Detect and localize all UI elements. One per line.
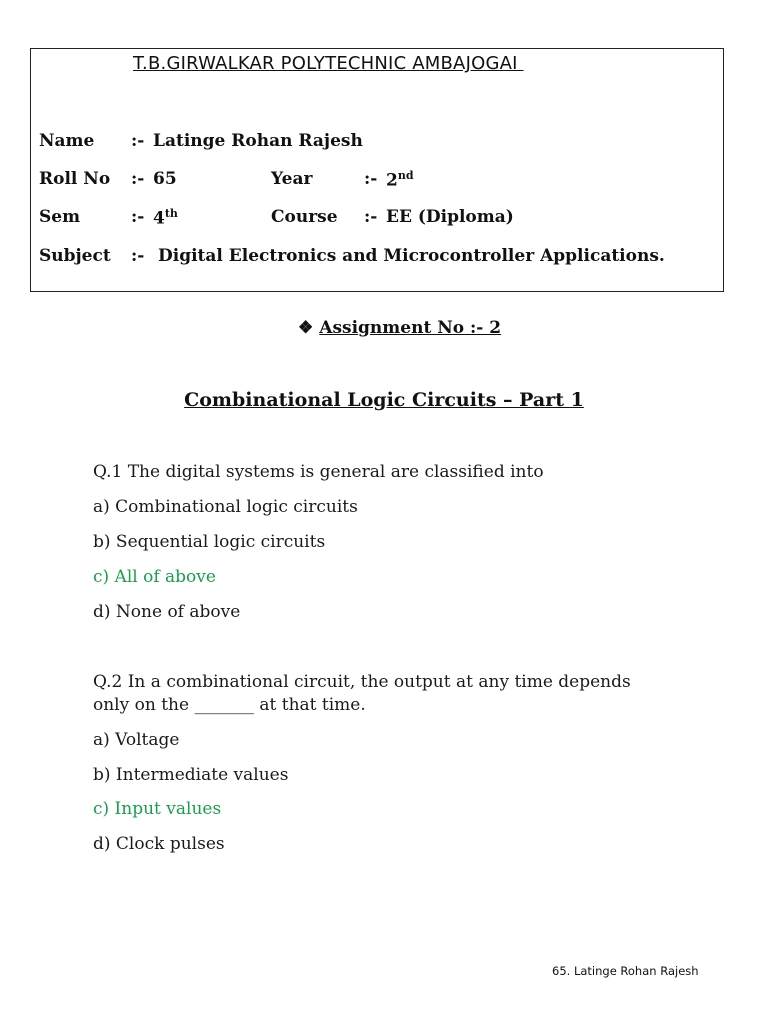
year-value: 2 [386,170,398,191]
year-value-wrap [386,169,414,191]
student-info-box [30,48,724,292]
q1-option-c: c) All of above [93,567,216,587]
page-title: Combinational Logic Circuits – Part 1 [184,389,584,411]
roll-separator: :- [131,169,145,189]
q2-option-c: c) Input values [93,799,222,819]
page-footer: 65. Latinge Rohan Rajesh [552,964,699,978]
subject-label: Subject [39,246,111,266]
subject-value: Digital Electronics and Microcontroller Applications. [158,246,665,266]
roll-value: 65 [153,169,177,189]
year-separator: :- [364,169,378,189]
q1-option-a: a) Combinational logic circuits [93,497,358,517]
question-2-line-2: only on the _______ at that time. [93,695,366,715]
course-separator: :- [364,207,378,227]
diamond-bullet-icon: ❖ [298,318,314,338]
course-label: Course [271,207,338,227]
year-label: Year [271,169,313,189]
assignment-number: Assignment No :- 2 [319,318,502,338]
sem-label: Sem [39,207,81,227]
roll-label: Roll No [39,169,111,189]
q1-option-b: b) Sequential logic circuits [93,532,326,552]
name-value: Latinge Rohan Rajesh [153,131,363,151]
year-suffix: nd [397,169,414,182]
subject-separator: :- [131,246,145,266]
sem-value-wrap [153,207,178,229]
question-2-line-1: Q.2 In a combinational circuit, the output at any time depends [93,672,631,692]
course-value: EE (Diploma) [386,207,514,227]
name-separator: :- [131,131,145,151]
sem-suffix: th [164,207,178,220]
q2-option-b: b) Intermediate values [93,765,289,785]
q2-option-a: a) Voltage [93,730,180,750]
name-label: Name [39,131,95,151]
sem-separator: :- [131,207,145,227]
q1-option-d: d) None of above [93,602,241,622]
assignment-heading [298,318,501,338]
sem-value: 4 [153,208,165,229]
question-1: Q.1 The digital systems is general are classified into [93,462,544,482]
q2-option-d: d) Clock pulses [93,834,225,854]
school-name: T.B.GIRWALKAR POLYTECHNIC AMBAJOGAI [133,53,524,74]
